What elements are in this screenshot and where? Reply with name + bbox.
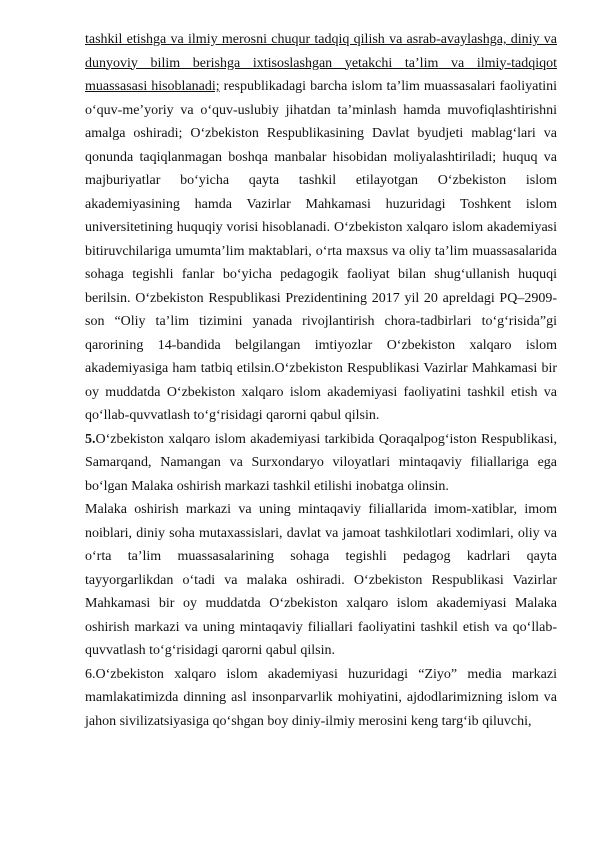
paragraph-text: 6.O‘zbekiston xalqaro islom akademiyasi huzuridagi “Ziyo” media markazi mamlakatimizda dinning asl insonparvarlik mohiyatini, ajdodlarimizning islom va jahon sivilizatsiyasiga qo‘shgan boy diniy-ilmiy merosini keng targ‘ib qiluvchi, [85,666,557,729]
paragraph-text: O‘zbekiston xalqaro islom akademiyasi tarkibida Qoraqalpog‘iston Respublikasi, Samarqand, Namangan va Surxondaryo viloyatlari mintaqaviy filiallariga ega bo‘lgan Malaka oshirish markazi tashkil etilishi inobatga olinsin. [85,431,557,494]
paragraph-text: Malaka oshirish markazi va uning mintaqaviy filiallarida imom-xatiblar, imom noiblari, diniy soha mutaxassislari, davlat va jamoat tashkilotlari xodimlari, oliy va o‘rta ta’lim muassasalarining sohaga tegishli pedagog kadrlari qayta tayyorgarlikdan o‘tadi va malaka oshiradi. O‘zbekiston Respublikasi Vazirlar Mahkamasi bir oy muddatda O‘zbekiston xalqaro islom akademiyasi Malaka oshirish markazi va uning mintaqaviy filiallari faoliyatini tashkil etish va qo‘llab-quvvatlash to‘g‘risidagi qarorni qabul qilsin. [85,502,557,658]
paragraph-text: respublikadagi barcha islom ta’lim muassasalari faoliyatini o‘quv-me’yoriy va o‘quv-uslubiy jihatdan ta’minlash hamda muvofiqlashtirishni amalga oshiradi; O‘zbekiston Respublikasining Davlat byudjeti mablag‘lari va qonunda taqiqlanmagan boshqa manbalar hisobidan moliyalashtiriladi; huquq va majburiyatlar bo‘yicha qayta tashkil etilayotgan O‘zbekiston islom akademiyasining hamda Vazirlar Mahkamasi huzuridagi Toshkent islom universitetining huquqiy vorisi hisoblanadi. O‘zbekiston xalqaro islom akademiyasi bitiruvchilariga umumta’lim maktablari, o‘rta maxsus va oliy ta’lim muassasalarida sohaga tegishli fanlar bo‘yicha pedagogik faoliyat bilan shug‘ullanish huquqi berilsin. O‘zbekiston Respublikasi Prezidentining 2017 yil 20 apreldagi PQ–2909-son “Oliy ta’lim tizimini yanada rivojlantirish chora-tadbirlari to‘g‘risida”gi qarorining 14-bandida belgilangan imtiyozlar O‘zbekiston xalqaro islom akademiyasiga ham tatbiq etilsin.O‘zbekiston Respublikasi Vazirlar Mahkamasi bir oy muddatda O‘zbekiston xalqaro islom akademiyasi faoliyatini tashkil etish va qo‘llab-quvvatlash to‘g‘risidagi qarorni qabul qilsin. [85,79,557,423]
document-page [85,28,557,733]
paragraph-malaka [85,498,557,663]
item-number: 5. [85,431,96,447]
paragraph-1 [85,28,557,428]
paragraph-6 [85,663,557,734]
paragraph-5 [85,428,557,499]
underlined-text: tashkil etishga va ilmiy merosni chuqur tadqiq qilish va asrab-avaylashga, diniy va dunyoviy bilim berishga ixtisoslashgan yetakchi ta’lim va ilmiy-tadqiqot muassasasi hisoblanadi; [85,32,557,94]
